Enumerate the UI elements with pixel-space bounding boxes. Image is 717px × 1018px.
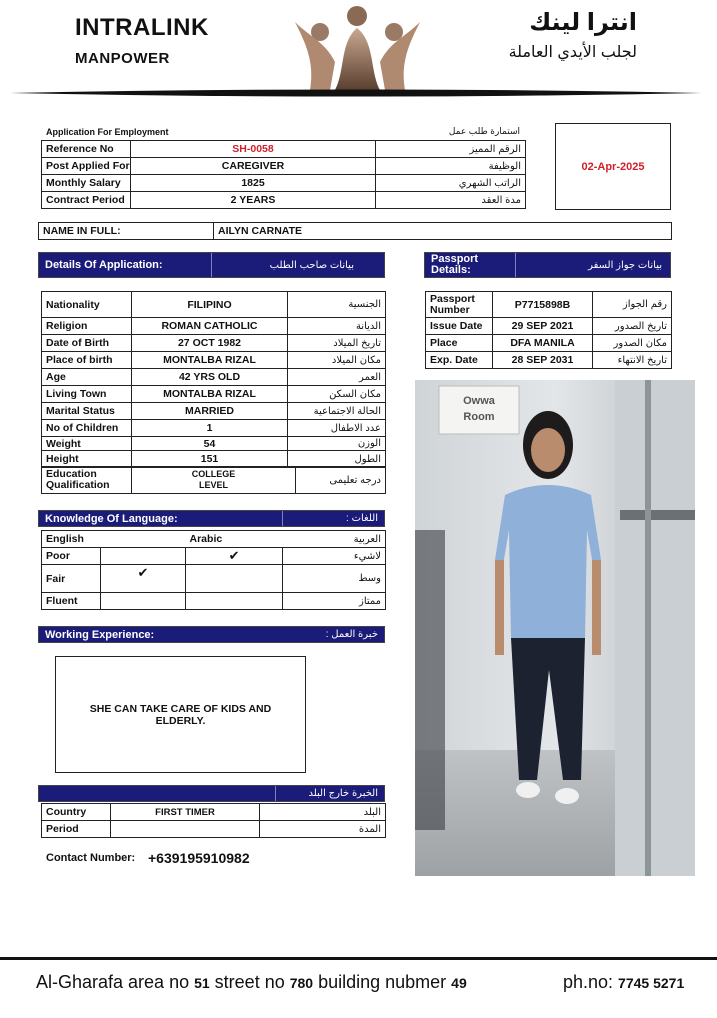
table-row	[42, 420, 386, 437]
table-row	[42, 158, 526, 175]
table-row	[42, 352, 386, 369]
table-row	[42, 593, 386, 610]
nationality-label-ar: الجنسية	[288, 292, 386, 318]
table-row	[39, 223, 672, 240]
post-label-ar: الوظيفة	[376, 158, 526, 175]
fair-label: Fair	[42, 565, 101, 593]
table-row	[42, 403, 386, 420]
table-row	[42, 369, 386, 386]
fair-english-mark: ✔	[101, 565, 186, 593]
marital-label: Marital Status	[42, 403, 132, 420]
table-row	[42, 531, 386, 548]
table-row	[42, 467, 386, 494]
fluent-arabic-mark	[186, 593, 283, 610]
language-header	[38, 510, 385, 527]
living-town-value: MONTALBA RIZAL	[132, 386, 288, 403]
photo-sign-line1: Owwa	[463, 395, 495, 407]
arabic-label: Arabic	[186, 531, 283, 548]
brand-subtitle-en: MANPOWER	[75, 50, 170, 67]
brand-name-en: INTRALINK	[75, 14, 209, 41]
english-label: English	[42, 531, 186, 548]
name-table	[38, 222, 672, 240]
table-row	[42, 437, 386, 451]
dob-value: 27 OCT 1982	[132, 335, 288, 352]
fair-label-ar: وسط	[283, 565, 386, 593]
living-town-label-ar: مكان السكن	[288, 386, 386, 403]
details-header-ar: بيانات صاحب الطلب	[269, 259, 354, 271]
period-value	[111, 821, 260, 838]
period-label: Period	[42, 821, 111, 838]
nationality-value: FILIPINO	[132, 292, 288, 318]
weight-label: Weight	[42, 437, 132, 451]
brand-subtitle-ar: لجلب الأيدي العاملة	[508, 44, 637, 61]
contract-value: 2 YEARS	[131, 192, 376, 209]
fluent-label: Fluent	[42, 593, 101, 610]
salary-label: Monthly Salary	[42, 175, 131, 192]
marital-value: MARRIED	[132, 403, 288, 420]
passport-header-ar: بيانات جواز السفر	[588, 259, 662, 271]
period-label-ar: المدة	[260, 821, 386, 838]
country-label: Country	[42, 804, 111, 821]
street-number: 780	[289, 975, 314, 991]
issue-date-label-ar: تاريخ الصدور	[593, 318, 672, 335]
table-row	[42, 565, 386, 593]
pob-label-ar: مكان الميلاد	[288, 352, 386, 369]
religion-value: ROMAN CATHOLIC	[132, 318, 288, 335]
place-value: DFA MANILA	[493, 335, 593, 352]
language-table	[41, 530, 386, 610]
address-part-2: street no	[209, 972, 290, 992]
table-row	[42, 192, 526, 209]
table-row	[426, 292, 672, 318]
passport-header-en: Passport Details:	[431, 253, 479, 276]
table-row	[426, 335, 672, 352]
contact-label: Contact Number:	[46, 852, 136, 864]
fluent-english-mark	[101, 593, 186, 610]
religion-label-ar: الديانة	[288, 318, 386, 335]
details-header	[38, 252, 385, 278]
footer-address	[36, 972, 467, 993]
name-label: NAME IN FULL:	[39, 223, 214, 240]
height-value: 151	[132, 451, 288, 468]
applicant-photo	[415, 380, 695, 876]
table-row	[42, 292, 386, 318]
footer-phone	[563, 972, 684, 993]
poor-arabic-mark: ✔	[186, 548, 283, 565]
reference-value: SH-0058	[131, 141, 376, 158]
area-number: 51	[194, 975, 210, 991]
contract-label: Contract Period	[42, 192, 131, 209]
table-row	[42, 386, 386, 403]
abroad-header	[38, 785, 385, 802]
language-header-en: Knowledge Of Language:	[45, 512, 178, 525]
header-divider	[10, 88, 702, 98]
footer-divider	[0, 957, 717, 960]
header-divider-line	[282, 511, 283, 526]
application-title-ar: استمارة طلب عمل	[448, 126, 520, 136]
education-label: Education Qualification	[42, 467, 132, 494]
table-row	[42, 141, 526, 158]
building-number: 49	[451, 975, 467, 991]
header-divider-line	[275, 786, 276, 801]
height-label-ar: الطول	[288, 451, 386, 468]
weight-label-ar: الوزن	[288, 437, 386, 451]
place-label: Place	[426, 335, 493, 352]
country-label-ar: البلد	[260, 804, 386, 821]
passport-number-label-ar: رقم الجواز	[593, 292, 672, 318]
passport-table	[425, 291, 672, 369]
height-label: Height	[42, 451, 132, 468]
salary-label-ar: الراتب الشهري	[376, 175, 526, 192]
header-divider-line	[211, 253, 212, 277]
post-label: Post Applied For	[42, 158, 131, 175]
poor-label-ar: لاشيء	[283, 548, 386, 565]
poor-label: Poor	[42, 548, 101, 565]
children-value: 1	[132, 420, 288, 437]
fair-arabic-mark	[186, 565, 283, 593]
nationality-label: Nationality	[42, 292, 132, 318]
children-label-ar: عدد الاطفال	[288, 420, 386, 437]
language-header-ar: اللغات :	[346, 513, 378, 524]
table-row	[426, 352, 672, 369]
experience-header-en: Working Experience:	[45, 628, 155, 641]
phone-number: 7745 5271	[618, 975, 685, 991]
exp-date-value: 28 SEP 2031	[493, 352, 593, 369]
fluent-label-ar: ممتاز	[283, 593, 386, 610]
place-label-ar: مكان الصدور	[593, 335, 672, 352]
table-row	[42, 318, 386, 335]
application-table	[41, 140, 526, 209]
dob-label: Date of Birth	[42, 335, 132, 352]
education-label-ar: درجه تعليمى	[296, 467, 386, 494]
application-date: 02-Apr-2025	[555, 123, 671, 210]
education-table	[41, 466, 386, 494]
table-row	[42, 335, 386, 352]
weight-value: 54	[132, 437, 288, 451]
company-logo	[290, 2, 425, 90]
table-row	[42, 548, 386, 565]
table-row	[42, 175, 526, 192]
salary-value: 1825	[131, 175, 376, 192]
name-value: AILYN CARNATE	[214, 223, 672, 240]
education-value: COLLEGE LEVEL	[132, 467, 296, 494]
table-row	[426, 318, 672, 335]
passport-header	[424, 252, 671, 278]
pob-label: Place of birth	[42, 352, 132, 369]
experience-header	[38, 626, 385, 643]
children-label: No of Children	[42, 420, 132, 437]
country-value: FIRST TIMER	[111, 804, 260, 821]
address-part-1: Al-Gharafa area no	[36, 972, 195, 992]
experience-header-ar: خبرة العمل :	[325, 629, 378, 640]
post-value: CAREGIVER	[131, 158, 376, 175]
table-row	[42, 821, 386, 838]
age-label: Age	[42, 369, 132, 386]
table-row	[42, 451, 386, 468]
phone-label: ph.no:	[563, 972, 619, 992]
exp-date-label: Exp. Date	[426, 352, 493, 369]
marital-label-ar: الحالة الاجتماعية	[288, 403, 386, 420]
poor-english-mark	[101, 548, 186, 565]
details-table	[41, 291, 386, 468]
passport-number-label: Passport Number	[426, 292, 493, 318]
dob-label-ar: تاريخ الميلاد	[288, 335, 386, 352]
details-header-en: Details Of Application:	[45, 259, 163, 271]
abroad-table	[41, 803, 386, 838]
issue-date-label: Issue Date	[426, 318, 493, 335]
exp-date-label-ar: تاريخ الانتهاء	[593, 352, 672, 369]
arabic-label-ar: العربية	[283, 531, 386, 548]
contract-label-ar: مدة العقد	[376, 192, 526, 209]
passport-number-value: P7715898B	[493, 292, 593, 318]
table-row	[42, 804, 386, 821]
pob-value: MONTALBA RIZAL	[132, 352, 288, 369]
age-value: 42 YRS OLD	[132, 369, 288, 386]
issue-date-value: 29 SEP 2021	[493, 318, 593, 335]
contact-value: +639195910982	[148, 850, 250, 866]
reference-label-ar: الرقم المميز	[376, 141, 526, 158]
application-title-en: Application For Employment	[46, 127, 169, 137]
reference-label: Reference No	[42, 141, 131, 158]
religion-label: Religion	[42, 318, 132, 335]
abroad-header-ar: الخبرة خارج البلد	[308, 788, 378, 799]
brand-name-ar: انترا لينك	[529, 9, 637, 36]
address-part-3: building nubmer	[313, 972, 452, 992]
age-label-ar: العمر	[288, 369, 386, 386]
header-divider-line	[515, 253, 516, 277]
living-town-label: Living Town	[42, 386, 132, 403]
photo-sign-line2: Room	[463, 411, 495, 423]
experience-text: SHE CAN TAKE CARE OF KIDS AND ELDERLY.	[55, 656, 306, 773]
